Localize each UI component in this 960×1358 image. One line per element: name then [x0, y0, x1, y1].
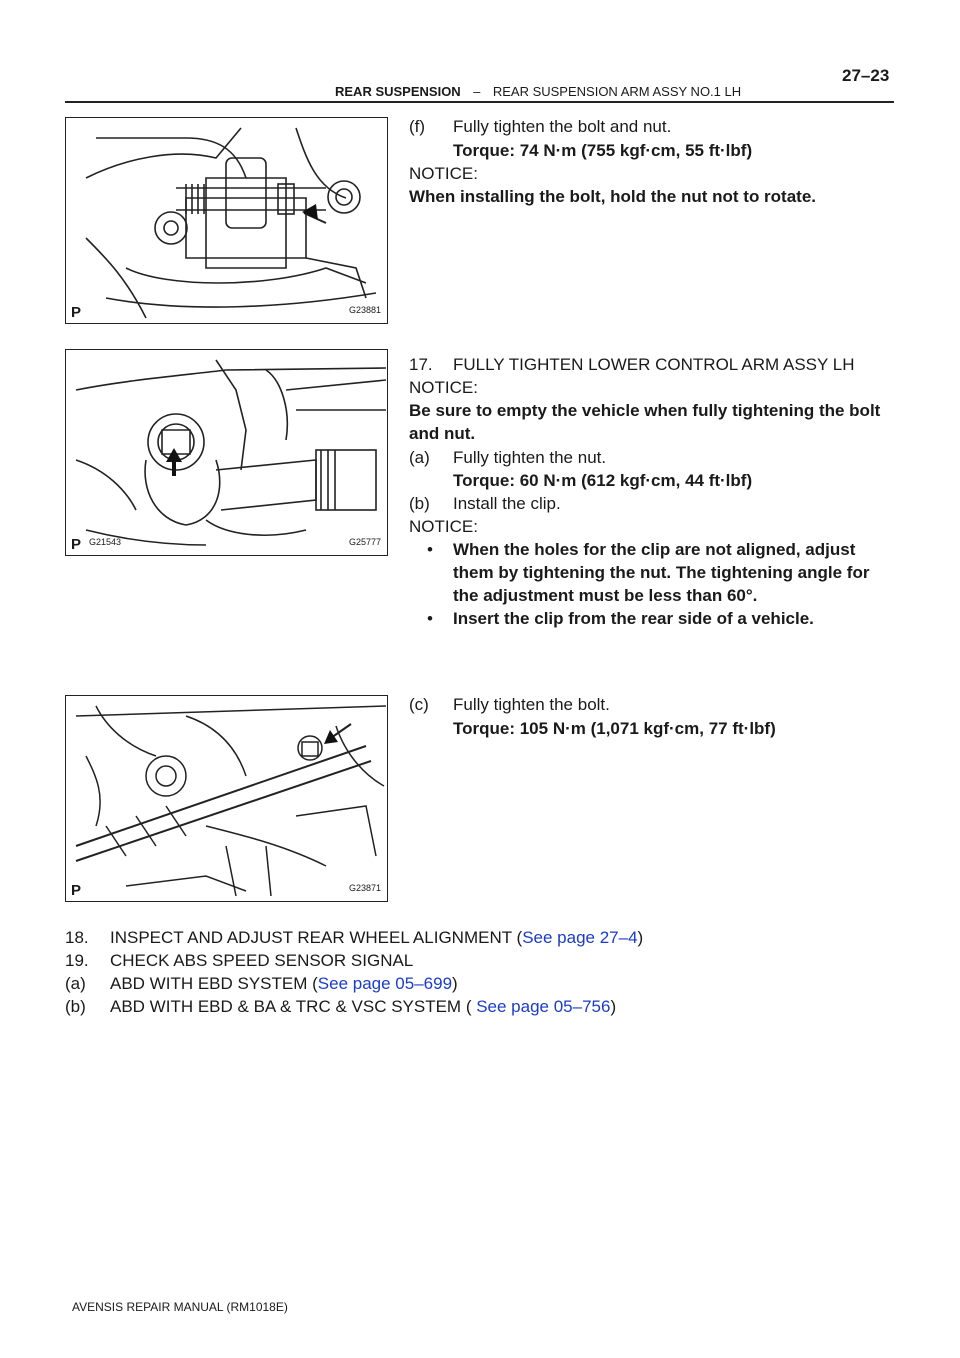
step-19a-close: )	[452, 974, 458, 993]
step-18-link[interactable]: See page 27–4	[522, 928, 638, 947]
figure-code: G23881	[348, 305, 381, 315]
step-17-title: FULLY TIGHTEN LOWER CONTROL ARM ASSY LH	[453, 355, 855, 374]
step-18-text: INSPECT AND ADJUST REAR WHEEL ALIGNMENT (	[110, 928, 523, 947]
step-f-torque: Torque: 74 N·m (755 kgf·cm, 55 ft·lbf)	[453, 141, 753, 160]
page-number: 27–23	[842, 66, 890, 85]
step-f-label: (f)	[409, 117, 426, 136]
step-17-notice-line1: Be sure to empty the vehicle when fully tightening the bolt	[409, 401, 881, 420]
bullet-2: Insert the clip from the rear side of a vehicle.	[453, 609, 814, 628]
step-19a-line	[110, 974, 458, 994]
step-17c-torque: Torque: 105 N·m (1,071 kgf·cm, 77 ft·lbf)	[453, 719, 776, 738]
step-19a-link[interactable]: See page 05–699	[317, 974, 453, 993]
figure-suspension-illustration	[66, 696, 386, 900]
bullet-1-line2: them by tightening the nut. The tightening angle for	[453, 563, 870, 582]
figure-bolt-nut	[65, 117, 388, 324]
step-17a-label: (a)	[409, 448, 430, 467]
step-19b-line	[110, 997, 616, 1017]
step-f-text: Fully tighten the bolt and nut.	[453, 117, 672, 136]
step-19a-label: (a)	[65, 974, 86, 993]
step-18-label: 18.	[65, 928, 89, 947]
step-f-notice-label: NOTICE:	[409, 164, 478, 183]
figure-bolt-nut-illustration	[66, 118, 386, 322]
step-17b-label: (b)	[409, 494, 430, 513]
step-17-label: 17.	[409, 355, 433, 374]
step-17c-text: Fully tighten the bolt.	[453, 695, 610, 714]
step-17c-label: (c)	[409, 695, 429, 714]
header-subsection: REAR SUSPENSION ARM ASSY NO.1 LH	[492, 84, 742, 99]
step-19b-label: (b)	[65, 997, 86, 1016]
page-footer: AVENSIS REPAIR MANUAL (RM1018E)	[72, 1300, 288, 1314]
step-19b-text: ABD WITH EBD & BA & TRC & VSC SYSTEM (	[110, 997, 477, 1016]
step-17a-torque: Torque: 60 N·m (612 kgf·cm, 44 ft·lbf)	[453, 471, 753, 490]
step-19b-close: )	[610, 997, 617, 1016]
step-19-text: CHECK ABS SPEED SENSOR SIGNAL	[110, 951, 414, 970]
step-17a-text: Fully tighten the nut.	[453, 448, 607, 467]
step-19-label: 19.	[65, 951, 89, 970]
step-19a-text: ABD WITH EBD SYSTEM (	[110, 974, 318, 993]
bullet-1-line3: the adjustment must be less than 60°.	[453, 586, 758, 605]
figure-code: G23871	[348, 883, 381, 893]
figure-suspension-bolt	[65, 695, 388, 902]
header-separator: –	[473, 84, 481, 99]
bullet-1-line1: When the holes for the clip are not aligned, adjust	[453, 540, 856, 559]
header-section: REAR SUSPENSION	[335, 84, 461, 99]
step-f-notice-text: When installing the bolt, hold the nut not to rotate.	[409, 187, 817, 206]
step-17-notice2-label: NOTICE:	[409, 517, 478, 536]
figure-code: G25777	[348, 537, 381, 547]
step-17-notice-label: NOTICE:	[409, 378, 478, 397]
bullet-dot-1: •	[427, 540, 433, 559]
figure-p-label: P	[71, 304, 82, 321]
figure-code-left: G21543	[89, 537, 122, 547]
step-18-line	[110, 928, 643, 948]
step-19b-link[interactable]: See page 05–756	[476, 997, 611, 1016]
step-17b-text: Install the clip.	[453, 494, 561, 513]
step-18-close: )	[637, 928, 644, 947]
figure-control-arm-nut	[65, 349, 388, 556]
header-rule	[65, 101, 894, 103]
bullet-dot-2: •	[427, 609, 433, 628]
figure-p-label: P	[71, 882, 82, 899]
figure-control-arm-illustration	[66, 350, 386, 554]
running-header	[335, 83, 741, 101]
figure-p-label: P	[71, 536, 82, 553]
step-17-notice-line2: and nut.	[409, 424, 476, 443]
